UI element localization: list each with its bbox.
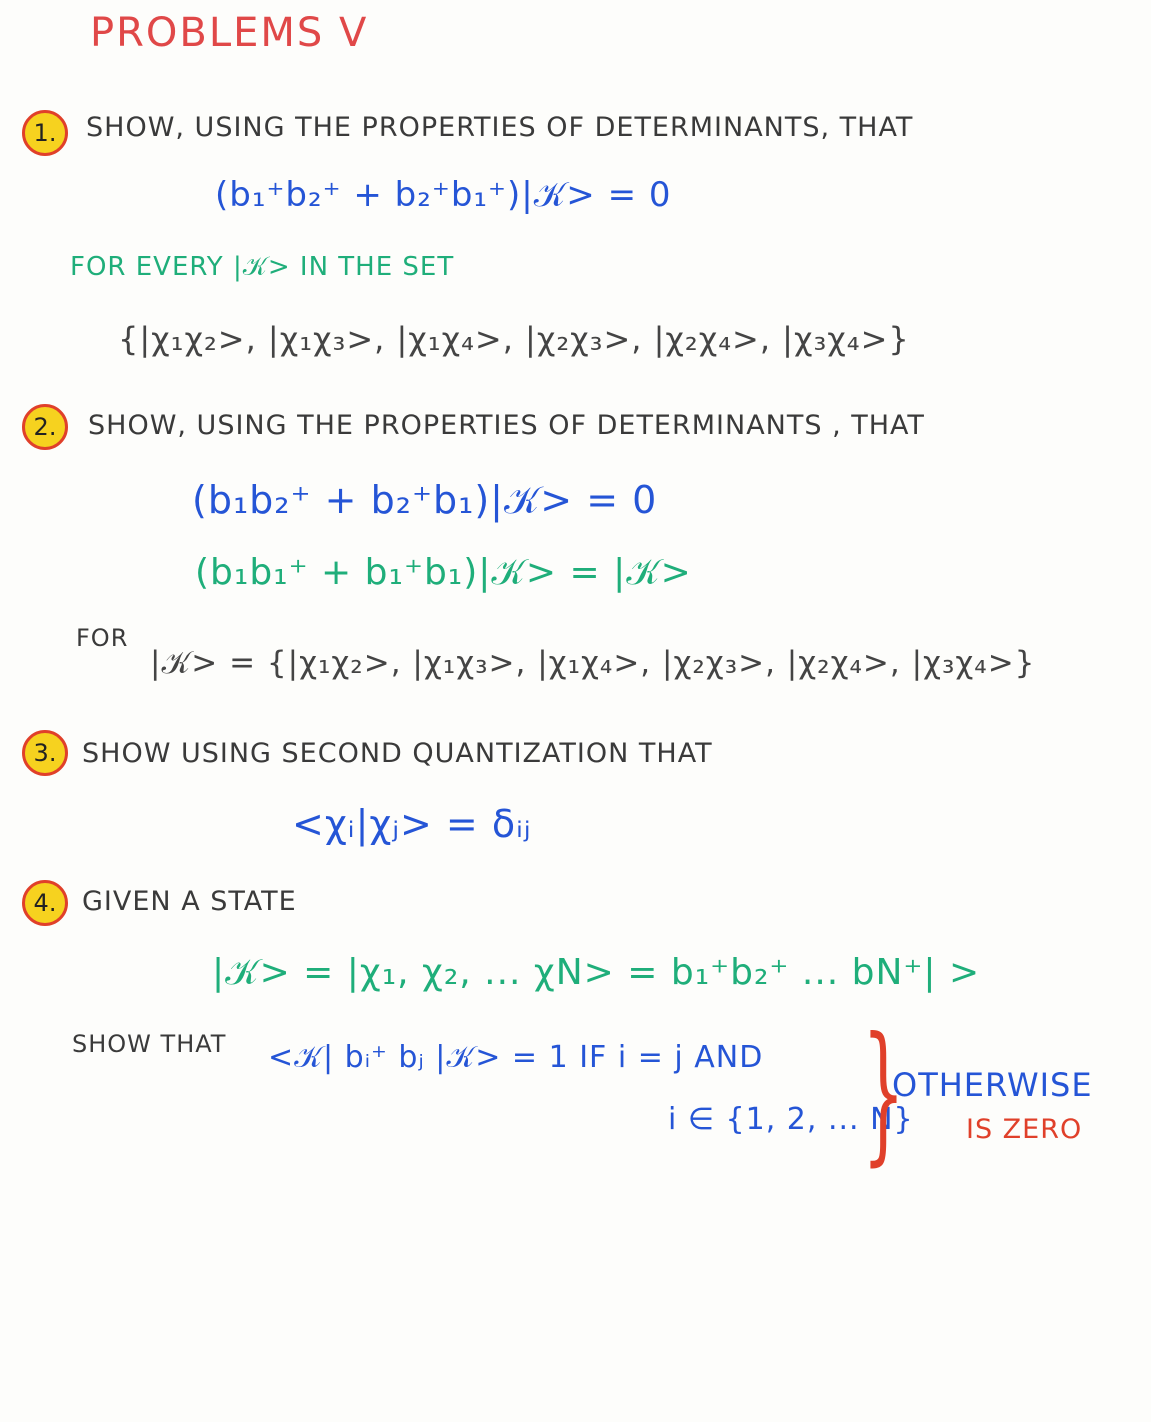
problem-4-show-text: SHOW THAT	[72, 1030, 227, 1058]
problem-2-for-text: FOR	[76, 624, 129, 652]
right-brace-icon: }	[862, 1006, 905, 1180]
problem-2-prompt: SHOW, USING THE PROPERTIES OF DETERMINANTS , THAT	[88, 410, 925, 441]
problem-3-prompt: SHOW USING SECOND QUANTIZATION THAT	[82, 738, 713, 769]
problem-4-range: i ∈ {1, 2, ... N}	[668, 1102, 914, 1137]
problem-2-badge: 2.	[22, 404, 68, 450]
problem-1-equation: (b₁⁺b₂⁺ + b₂⁺b₁⁺)|𝒦> = 0	[215, 175, 672, 215]
problem-4-prompt: GIVEN A STATE	[82, 886, 297, 917]
problem-1-set: {|χ₁χ₂>, |χ₁χ₃>, |χ₁χ₄>, |χ₂χ₃>, |χ₂χ₄>, |χ₃χ₄>}	[118, 320, 910, 358]
problem-2-equation-1: (b₁b₂⁺ + b₂⁺b₁)|𝒦> = 0	[192, 478, 658, 522]
problem-1-badge: 1.	[22, 110, 68, 156]
problem-4-badge: 4.	[22, 880, 68, 926]
page-title: PROBLEMS V	[90, 10, 369, 56]
problem-1-for-text: FOR EVERY |𝒦> IN THE SET	[70, 252, 455, 282]
problem-2-set: |𝒦> = {|χ₁χ₂>, |χ₁χ₃>, |χ₁χ₄>, |χ₂χ₃>, |χ₂χ₄>, |χ₃χ₄>}	[150, 645, 1036, 681]
problem-1-prompt: SHOW, USING THE PROPERTIES OF DETERMINANTS, THAT	[86, 112, 914, 143]
problem-3-equation: <χᵢ|χⱼ> = δᵢⱼ	[292, 802, 532, 846]
is-zero-text: IS ZERO	[966, 1114, 1083, 1145]
problem-3-badge: 3.	[22, 730, 68, 776]
problem-4-condition: <𝒦| bᵢ⁺ bⱼ |𝒦> = 1 IF i = j AND	[268, 1040, 764, 1075]
otherwise-text: OTHERWISE	[892, 1066, 1093, 1104]
problem-4-state-equation: |𝒦> = |χ₁, χ₂, ... χN> = b₁⁺b₂⁺ ... bN⁺| >	[212, 952, 981, 993]
problem-2-equation-2: (b₁b₁⁺ + b₁⁺b₁)|𝒦> = |𝒦>	[195, 552, 692, 593]
